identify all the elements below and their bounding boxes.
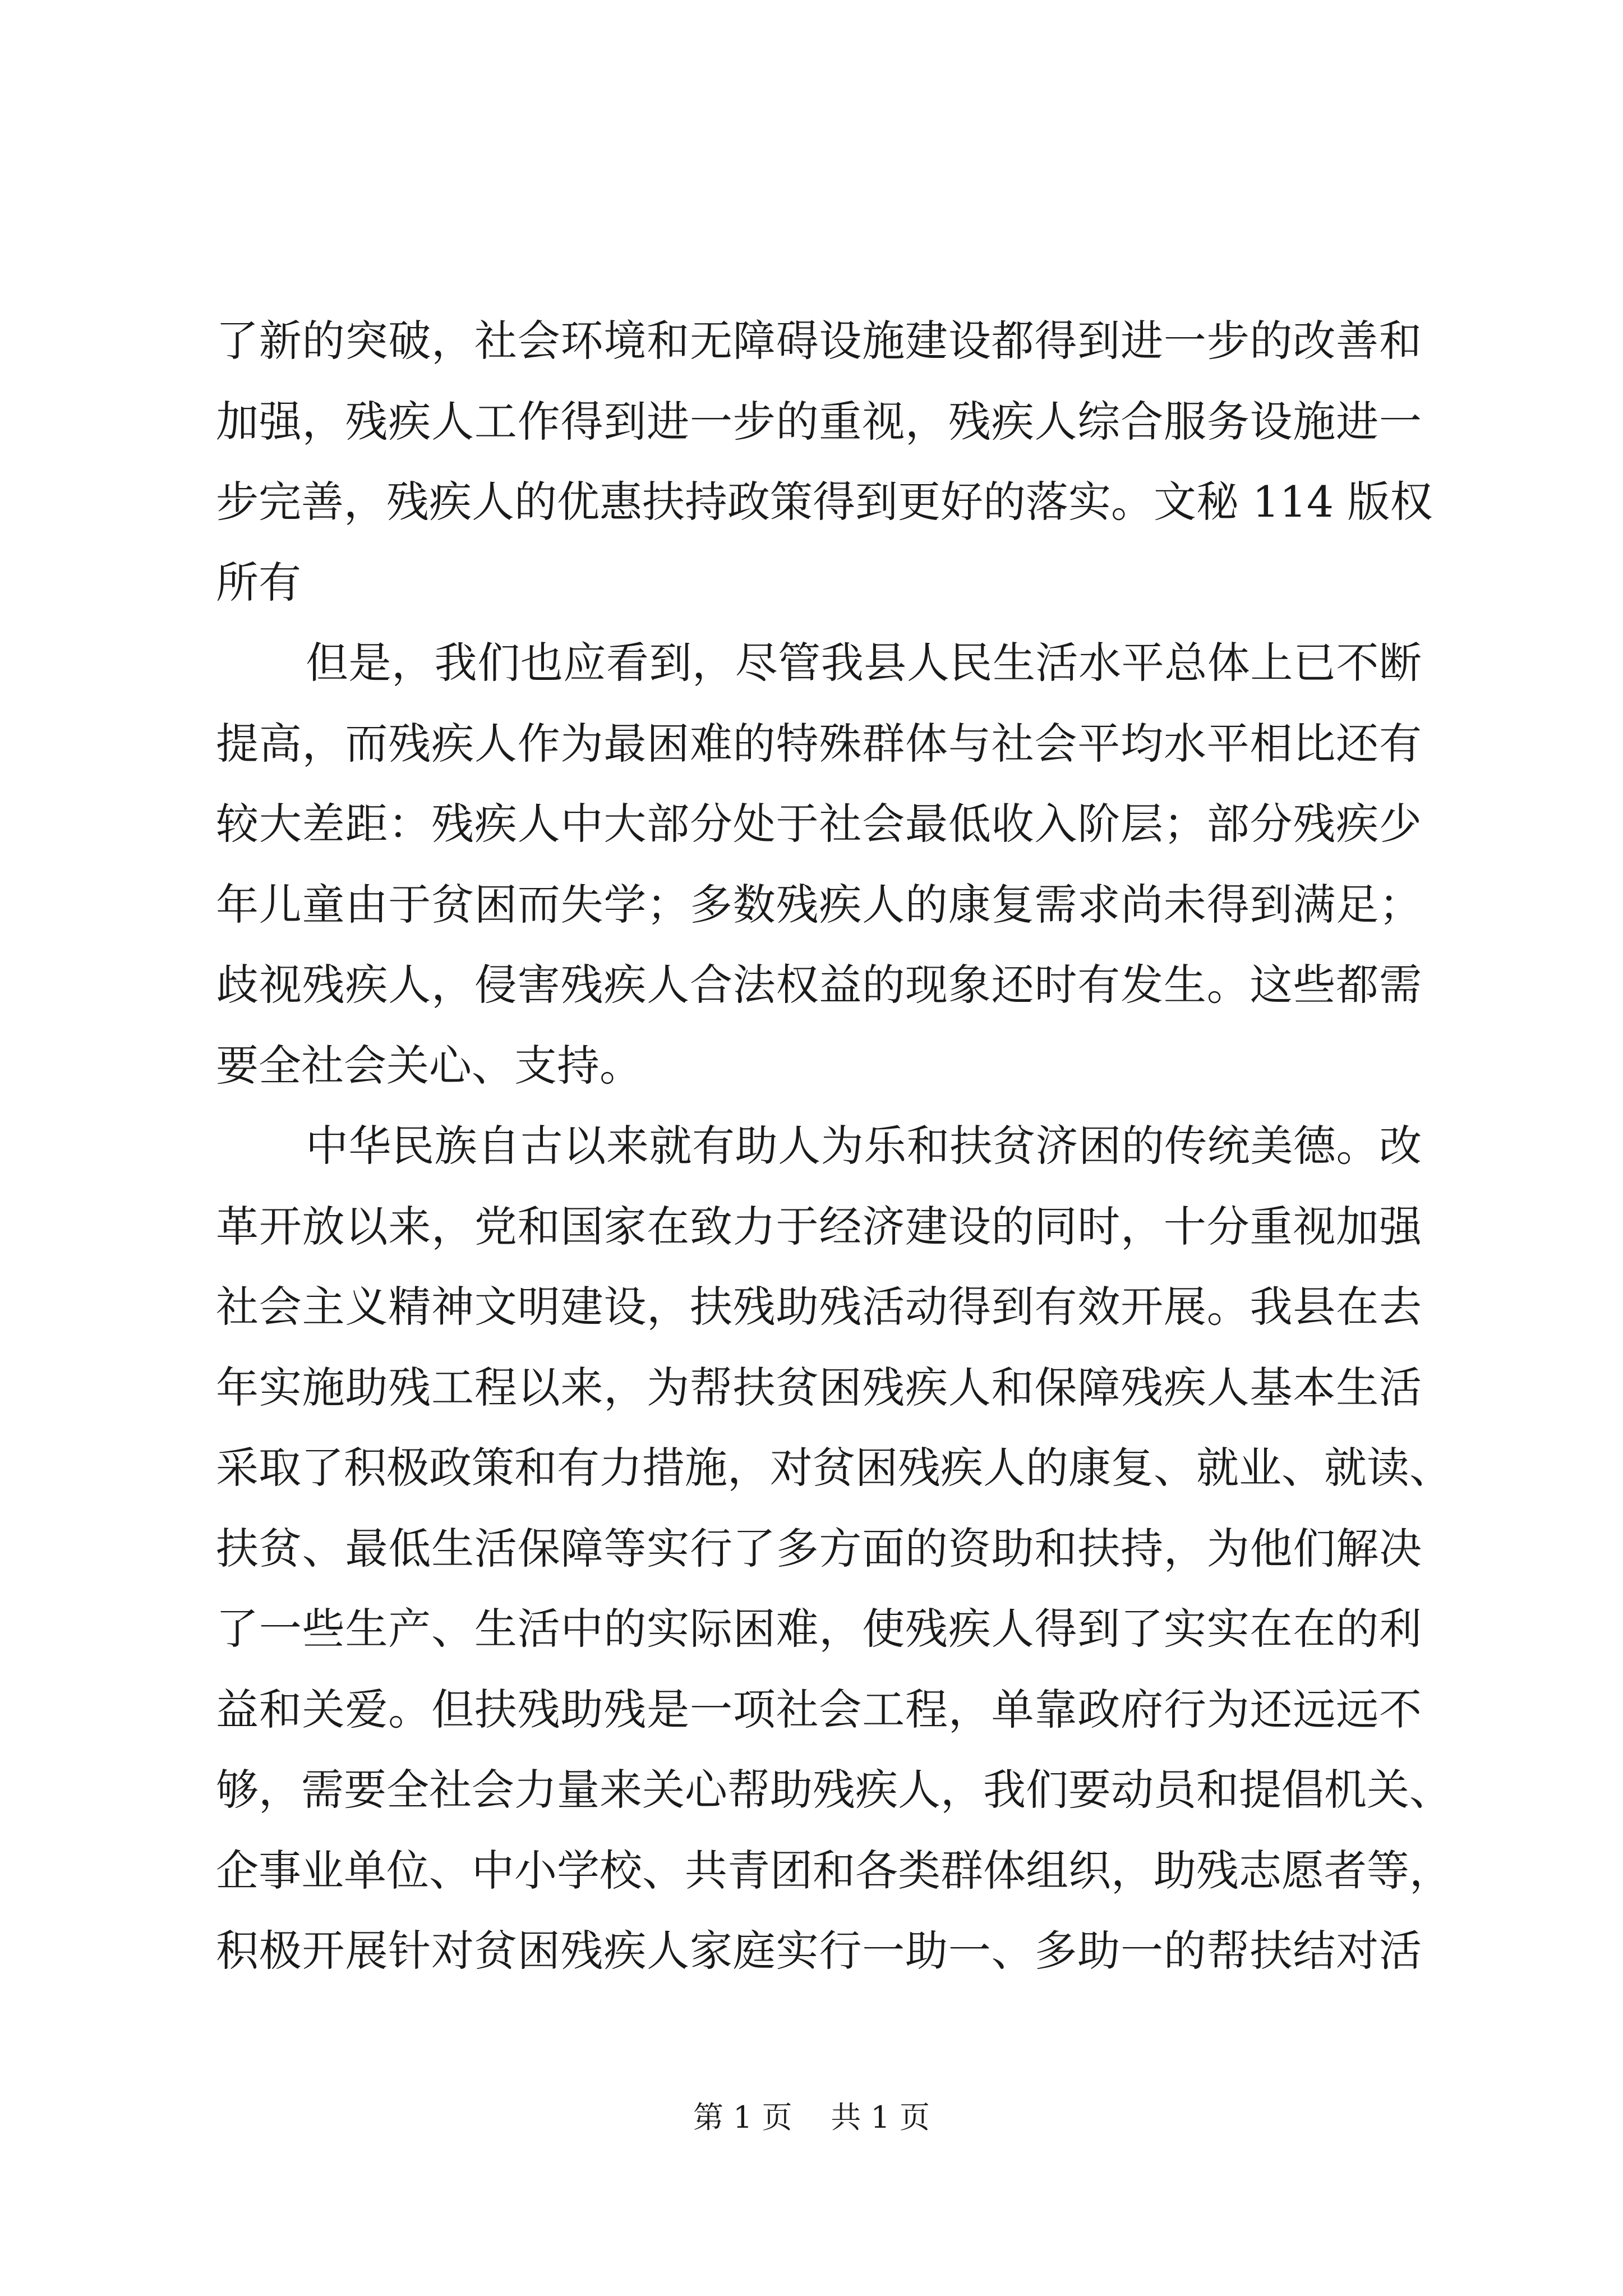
text-line: 了新的突破，社会环境和无障碍设施建设都得到进一步的改善和 <box>216 316 1422 366</box>
text-line: 提高，而残疾人作为最困难的特殊群体与社会平均水平相比还有 <box>216 718 1422 769</box>
page-footer <box>0 2095 1623 2140</box>
text-line: 企事业单位、中小学校、共青团和各类群体组织，助残志愿者等， <box>216 1845 1452 1895</box>
document-body <box>216 301 1452 1991</box>
text-line: 年儿童由于贫困而失学；多数残疾人的康复需求尚未得到满足； <box>216 879 1422 930</box>
text-line: 了一些生产、生活中的实际困难，使残疾人得到了实实在在的利 <box>216 1604 1422 1654</box>
text-line: 所有 <box>216 557 301 608</box>
text-line: 较大差距：残疾人中大部分处于社会最低收入阶层；部分残疾少 <box>216 799 1422 849</box>
paragraph-2 <box>216 623 1422 1106</box>
text-line: 益和关爱。但扶残助残是一项社会工程，单靠政府行为还远远不 <box>216 1684 1422 1734</box>
text-line: 加强，残疾人工作得到进一步的重视，残疾人综合服务设施进一 <box>216 396 1422 447</box>
text-line: 够，需要全社会力量来关心帮助残疾人，我们要动员和提倡机关、 <box>216 1765 1452 1815</box>
page-spacer <box>802 2095 821 2140</box>
page-total: 共 1 页 <box>831 2100 930 2135</box>
paragraph-3 <box>216 1106 1452 1991</box>
page-number: 第 1 页 <box>693 2100 792 2135</box>
text-line: 扶贫、最低生活保障等实行了多方面的资助和扶持，为他们解决 <box>216 1523 1422 1573</box>
text-line: 积极开展针对贫困残疾人家庭实行一助一、多助一的帮扶结对活 <box>216 1926 1422 1976</box>
text-line: 歧视残疾人，侵害残疾人合法权益的现象还时有发生。这些都需 <box>216 960 1422 1010</box>
text-line: 年实施助残工程以来，为帮扶贫困残疾人和保障残疾人基本生活 <box>216 1362 1422 1412</box>
text-line: 革开放以来，党和国家在致力于经济建设的同时，十分重视加强 <box>216 1201 1422 1251</box>
text-line: 中华民族自古以来就有助人为乐和扶贫济困的传统美德。改 <box>306 1121 1422 1171</box>
paragraph-1 <box>216 301 1433 623</box>
text-line: 但是，我们也应看到，尽管我县人民生活水平总体上已不断 <box>306 638 1422 688</box>
text-line: 采取了积极政策和有力措施，对贫困残疾人的康复、就业、就读、 <box>216 1443 1452 1493</box>
text-line: 步完善，残疾人的优惠扶持政策得到更好的落实。文秘 114 版权 <box>216 477 1433 527</box>
text-line: 社会主义精神文明建设，扶残助残活动得到有效开展。我县在去 <box>216 1282 1422 1332</box>
text-line: 要全社会关心、支持。 <box>216 1040 642 1091</box>
